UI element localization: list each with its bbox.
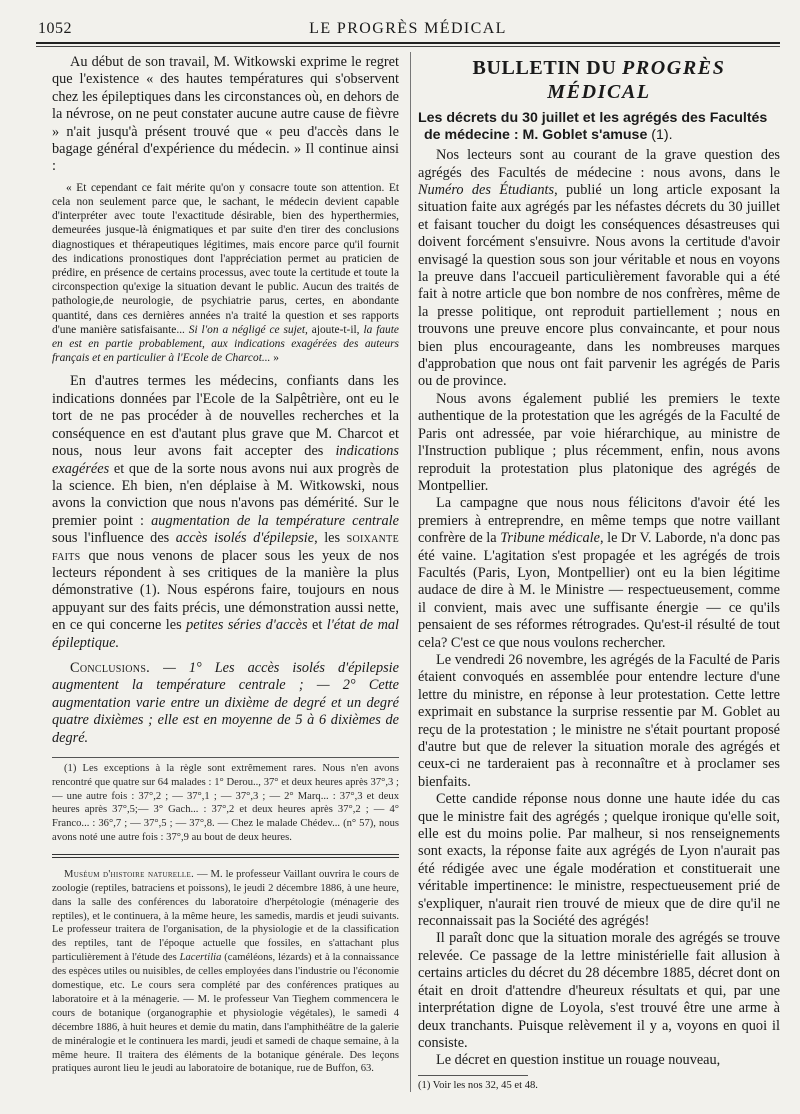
quote-text-2: ajoute-t-il, bbox=[307, 323, 364, 336]
paragraph-witkowski-intro: Au début de son travail, M. Witkowski exprime le regret que l'existence « des hautes températures qui s'observent chez les épileptiques dans les circonstances où, en dehors de la névrose, on ne peut constater aucune autre cause de fièvre » n'ait jusqu'à présent trouvé que « peu d'accès dans le bagage général d'expérience du médecin. » Il continue ainsi : bbox=[52, 54, 399, 175]
paragraph-response bbox=[52, 373, 399, 652]
p2-text-a: En d'autres termes les médecins, confiants dans les indications données par l'Ecole de la Salpêtrière, ont eu le tort de ne pas procéder à de nouvelles recherches et la conséquence en est d'autant plus grave que M. Charcot et nous, nous leur avons fait accepter des bbox=[52, 373, 399, 460]
museum-announcement bbox=[52, 868, 399, 1077]
bulletin-paragraph-4: Le vendredi 26 novembre, les agrégés de la Faculté de Paris étaient convoqués en assemblée pour entendre lecture d'une lettre du ministre, en réponse à leur protestation. Cette lettre exprimait en substance la surprise ressentie par M. Goblet au reçu de la protestation ; le ministre ne s'était pourtant proposé d'autre but que de relever la situation morale des agrégés et ceux-ci ne tarderaient pas à reconnaître et à proclamer ses bienfaits. bbox=[418, 651, 780, 790]
r3-text-c: , le Dr V. Laborde, n'a donc pas été vaine. L'agitation s'est propagée et les agrégés de trois Facultés (Paris, Lyon, Montpellier) ont eu la bien légitime audace de dire à M. le Ministre — respectueusement, comme il convient, mais avec une suffisante énergie — ce qu'ils pensaient de ses réformes rétrogrades. Qu'est-il résulté de tout cela? C'est ce que nous voulons rechercher. bbox=[418, 530, 780, 651]
p2-text-k: et bbox=[307, 617, 327, 634]
subheading-footnote-ref: (1). bbox=[647, 126, 673, 143]
article-subheading bbox=[418, 110, 780, 143]
museum-label: Muséum d'histoire naturelle. bbox=[64, 868, 195, 880]
r1-italic-b: Numéro des Étudiants bbox=[418, 182, 555, 198]
footnote-1: (1) Les exceptions à la règle sont extrêmement rares. Nous n'en avons rencontré que quatre sur 64 malades : 1° Derou.., 37° et deux heures après 37°,3 ; — une autre fois : 37°,2 ; — 37°,1 ; — 37°,3 ; — 2° Marq... : 37°,3 et deux heures après 37°,5;— 3° Gach... : 37°,2 et deux heures après 37°,2 ; — 4° Franco... : 36°,7 ; — 37°,5 ; — 37°,8. — Chez le malade Chédev... (n° 57), nous avons noté une autre fois : 37°,9 au bout de deux heures. bbox=[52, 763, 399, 843]
quote-italic-1: Si l'on a négligé ce sujet, bbox=[188, 323, 308, 336]
p2-italic-l: l'état de mal épileptique. bbox=[52, 617, 399, 651]
p2-smallcaps-h: soixante faits bbox=[52, 530, 399, 564]
bulletin-paragraph-6: Il paraît donc que la situation morale des agrégés se trouve relevée. Ce passage de la lettre ministérielle fait allusion à certains articles du décret du 28 décembre 1885, décret dont on était en droit d'attendre d'heureux résultats et qui, par une interprétation digne de Loyola, s'est trouvé être une arme à deux tranchants. Puisque relèvement il y a, voyons en quoi il consiste. bbox=[418, 930, 780, 1051]
column-divider bbox=[410, 52, 411, 1092]
p2-text-c: et que de la sorte nous avons nui aux progrès de la science. Eh bien, n'en déplaise à M. Witkowski, nous avons la conviction que nous n'avons pas démérité. Sur le premier point : bbox=[52, 460, 399, 529]
museum-italic-b: Lacertilia bbox=[179, 952, 222, 964]
right-column bbox=[418, 54, 780, 1094]
quote-italic-2: la faute en est en partie probablement, aux indications exagérées des auteurs français et en particulier à l'Ecole de Charcot... bbox=[52, 323, 399, 365]
r3-italic-b: Tribune médicale bbox=[500, 530, 600, 547]
bulletin-heading-b: PROGRÈS MÉDICAL bbox=[547, 57, 726, 103]
paragraph-conclusions bbox=[52, 660, 399, 747]
bulletin-paragraph-2: Nous avons également publié les premiers le texte authentique de la protestation que les agrégés de la Faculté de Paris ont adressée, par voie hiérarchique, au ministre de l'Instruction publique ; plus récemment, enfin, nous avons reproduit la protestation plus platonique des agrégés de Montpellier. bbox=[418, 390, 780, 494]
journal-title: LE PROGRÈS MÉDICAL bbox=[309, 20, 507, 37]
bulletin-heading bbox=[418, 56, 780, 104]
bulletin-paragraph-1 bbox=[418, 147, 780, 391]
museum-text-c: (caméléons, lézards) et à la connaissance des espèces utiles ou nuisibles, de celles employées dans l'industrie ou l'économie domestique, etc. Le cours sera complété par des conférences pratiques au laboratoire et à la ménagerie. — M. le professeur Van Tieghem commencera le cours de botanique (organographie et physiologie végétales), le samedi 4 décembre 1886, à huit heures et demie du matin, dans l'amphithéâtre de la galerie de minéralogie et le continuera les mardi, jeudi et samedi de chaque semaine, à la même heure. Il traitera des éléments de la botanique générale. Des leçons pratiques auront lieu le jeudi au laboratoire de botanique, rue de Buffon, 63. bbox=[52, 952, 399, 1075]
bulletin-paragraph-3 bbox=[418, 495, 780, 652]
p2-text-g: , les bbox=[314, 530, 347, 547]
section-rule-bottom bbox=[52, 857, 399, 858]
r1-text-a: Nos lecteurs sont au courant de la grave question des agrégés des Facultés de médecine : nous avons, dans le bbox=[418, 147, 780, 181]
header-rule-thin bbox=[36, 46, 780, 47]
witkowski-quote bbox=[52, 181, 399, 366]
subheading-text: Les décrets du 30 juillet et les agrégés des Facultés de médecine : M. Goblet s'amuse bbox=[418, 110, 768, 143]
conclusions-text: — 1° Les accès isolés d'épilepsie augmentent la température centrale ; — 2° Cette augmentation varie entre un dixième de degré et un degré quatre dixièmes ; elle est en moyenne de 5 à 6 dixièmes de degré. bbox=[52, 659, 399, 746]
p2-text-e: sous l'influence des bbox=[52, 530, 176, 547]
quote-close: » bbox=[270, 352, 279, 365]
bulletin-paragraph-5: Cette candide réponse nous donne une haute idée du cas que le ministre fait des agrégés ; quelque ironique qu'elle soit, elle est du moins polie. Par malheur, si nos renseignements sont exacts, la réponse faite aux agrégés de Lyon n'aurait pas été rédigée avec une égale modération et constituerait une véritable impertinence: le ministre, respectueusement prié de s'expliquer, n'aurait rien trouvé de mieux que de dire qu'il ne reconnaissait pas la Société des agrégés! bbox=[418, 791, 780, 930]
p2-italic-j: petites séries d'accès bbox=[186, 617, 308, 634]
p2-italic-b: indications exagérées bbox=[52, 443, 399, 477]
left-column bbox=[52, 54, 399, 1094]
p2-italic-d: augmentation de la température centrale bbox=[151, 512, 399, 529]
r3-text-a: La campagne que nous nous félicitons d'avoir été les premiers à entreprendre, en même temps que notre vaillant confrère de la bbox=[418, 495, 780, 547]
quote-text: « Et cependant ce fait mérite qu'on y consacre toute son attention. Et cela non seulement parce que, le sachant, le médecin devient capable d'interpréter avec toute l'exactitude désirable, bien des hyperthermies, demeurées jusque-là énigmatiques et par suite d'en tirer des conclusions diagnostiques et thérapeutiques légitimes, mais encore parce qu'il fournit des indications pronostiques dont l'appréciation permet au praticien de prédire, en présence de certains processus, avec toute la certitude et toute la circonspection qu'exige la situation devant le public. Aucun des traités de pathologie,de neurologie, de psychiatrie parus, certes, en abondante quantité, dans ces dernières années n'a traité la question et ses rapports d'une manière satisfaisante... bbox=[52, 181, 399, 336]
header-rule-thick bbox=[36, 42, 780, 44]
p2-text-i: que nous venons de placer sous les yeux de nos lecteurs répondent à ses critiques de la manière la plus démonstrative (1). Nous espérons faire, toujours en nous appuyant sur des faits précis, une démonstration aussi nette, en ce qui concerne les bbox=[52, 547, 399, 634]
r1-text-c: , publié un long article exposant la situation faite aux agrégés par les néfastes décrets du 30 juillet et faisant toucher du doigt les conséquences désastreuses qui doivent forcément s'ensuivre. Nous avons la certitude d'avoir envisagé la question sous son jour véritable et nous en voyons la preuve dans l'accueil particulièrement favorable qui a été fait à notre article que bon nombre de nos confrères, même de la presse politique, ont reproduit partiellement ; nous en trouvons une preuve encore plus convaincante, et pour nous bien plus encourageante, dans les nombreuses marques d'approbation que nous ont fait parvenir les agrégés de Paris ou de province. bbox=[418, 182, 780, 390]
footnote-rule bbox=[52, 757, 399, 758]
bulletin-paragraph-7: Le décret en question institue un rouage nouveau, bbox=[436, 1052, 721, 1069]
p2-italic-f: accès isolés d'épilepsie bbox=[175, 530, 315, 547]
section-rule-top bbox=[52, 854, 399, 855]
page-header bbox=[38, 20, 778, 42]
conclusions-label: Conclusions. bbox=[70, 659, 151, 676]
page-number: 1052 bbox=[38, 20, 72, 37]
right-footnote: (1) Voir les nos 32, 45 et 48. bbox=[418, 1079, 538, 1091]
right-footnote-rule bbox=[418, 1075, 528, 1076]
museum-text-a: — M. le professeur Vaillant ouvrira le cours de zoologie (reptiles, batraciens et poissons), le jeudi 2 décembre 1886, à une heure, dans la salle des conférences du laboratoire d'herpétologie (ménagerie des reptiles), et le continuera, à la même heure, les samedis, mardis et jeudi suivants. Le professeur traitera de l'organisation, de la physiologie et de la classification des reptiles, tant de l'époque actuelle que fossiles, en s'attachant plus particulièrement à l'étude des bbox=[52, 868, 399, 964]
bulletin-heading-a: BULLETIN DU bbox=[472, 57, 622, 79]
